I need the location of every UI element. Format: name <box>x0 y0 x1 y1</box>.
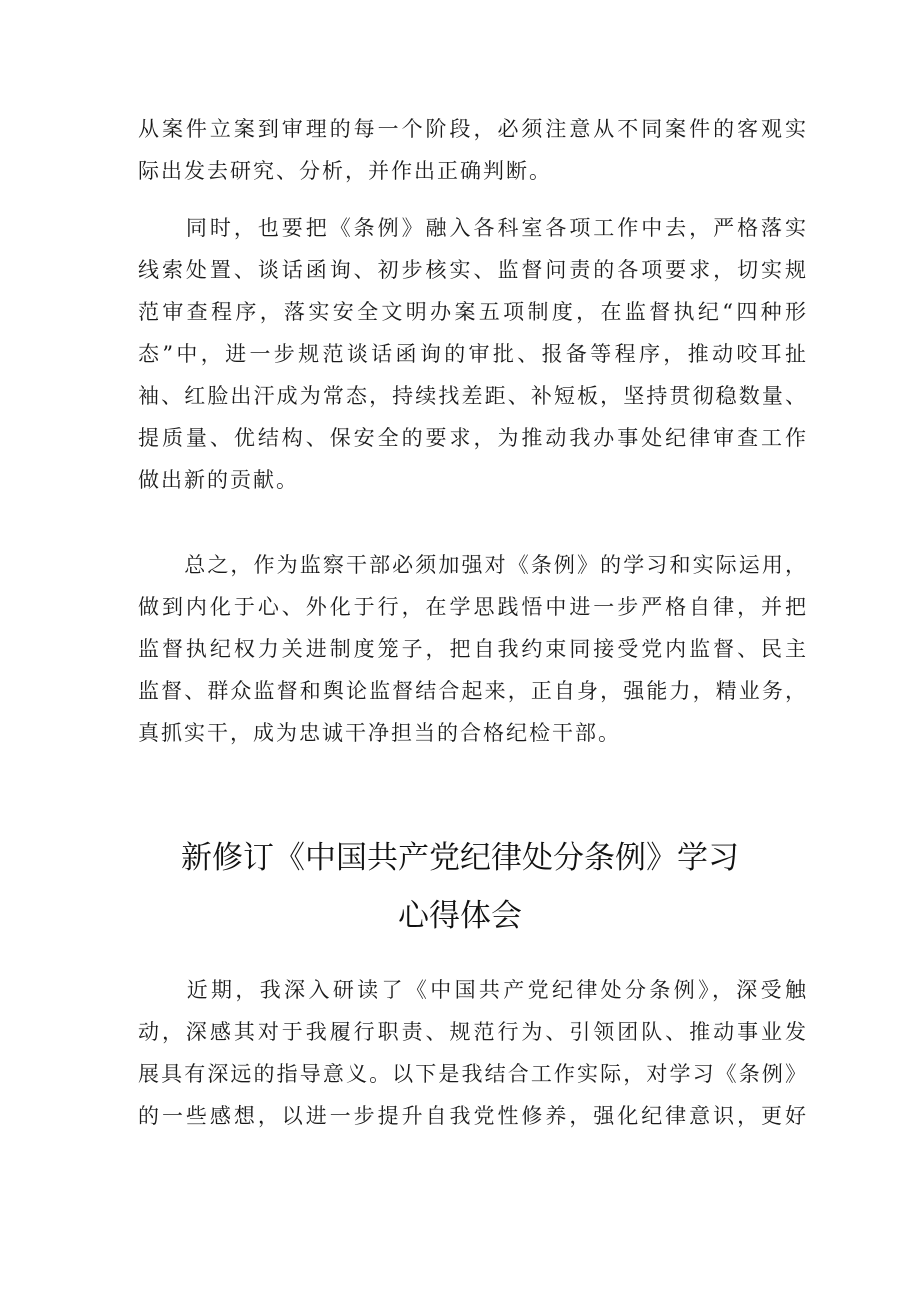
text-line: 监督执纪权力关进制度笼子，把自我约束同接受党内监督、民主 <box>138 637 808 661</box>
article-title <box>110 834 810 940</box>
text-line: 的一些感想，以进一步提升自我党性修养，强化纪律意识，更好 <box>138 1104 808 1128</box>
title-line-2: 心得体会 <box>398 898 522 934</box>
text-line: 范审查程序，落实安全文明办案五项制度，在监督执纪“四种形 <box>138 300 808 324</box>
text-line: 线索处置、谈话函询、初步核实、监督问责的各项要求，切实规 <box>138 258 808 282</box>
paragraph-recently <box>138 969 808 1137</box>
text-line: 近期，我深入研读了《中国共产党纪律处分条例》，深受触 <box>138 978 808 1002</box>
title-line-1: 新修订《中国共产党纪律处分条例》学习 <box>181 840 739 876</box>
text-line: 做到内化于心、外化于行，在学思践悟中进一步严格自律，并把 <box>138 595 808 619</box>
text-line: 总之，作为监察干部必须加强对《条例》的学习和实际运用， <box>138 553 808 577</box>
paragraph-simultaneously <box>138 207 808 501</box>
text-line: 从案件立案到审理的每一个阶段，必须注意从不同案件的客观实 <box>138 117 808 141</box>
text-line: 态”中，进一步规范谈话函询的审批、报备等程序，推动咬耳扯 <box>138 342 808 366</box>
paragraph-in-summary <box>138 544 808 754</box>
text-line: 做出新的贡献。 <box>138 468 299 492</box>
text-line: 同时，也要把《条例》融入各科室各项工作中去，严格落实 <box>138 216 808 240</box>
text-line: 真抓实干，成为忠诚干净担当的合格纪检干部。 <box>138 721 621 745</box>
paragraph-continuation <box>138 108 808 192</box>
text-line: 际出发去研究、分析，并作出正确判断。 <box>138 159 552 183</box>
text-line: 展具有深远的指导意义。以下是我结合工作实际，对学习《条例》 <box>138 1062 808 1086</box>
text-line: 提质量、优结构、保安全的要求，为推动我办事处纪律审查工作 <box>138 426 808 450</box>
text-line: 袖、红脸出汗成为常态，持续找差距、补短板，坚持贯彻稳数量、 <box>138 384 808 408</box>
text-line: 监督、群众监督和舆论监督结合起来，正自身，强能力，精业务， <box>138 679 808 703</box>
text-line: 动，深感其对于我履行职责、规范行为、引领团队、推动事业发 <box>138 1020 808 1044</box>
